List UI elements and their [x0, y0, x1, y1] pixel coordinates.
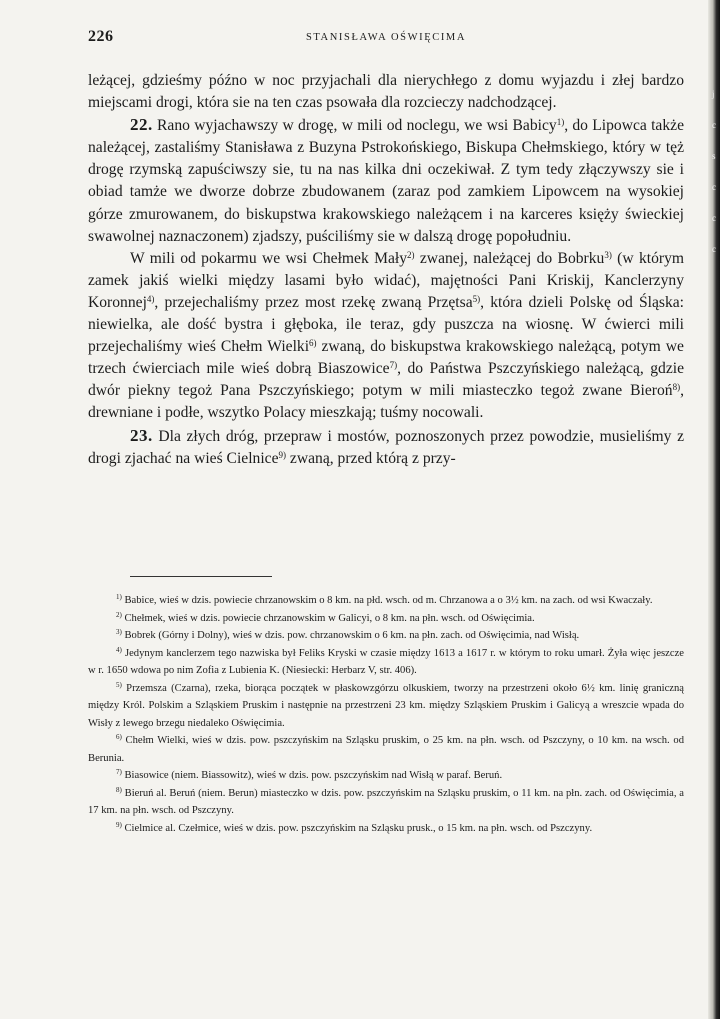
text-run: , przejechaliśmy przez most rzekę zwaną Przętsa	[154, 293, 473, 311]
footnote	[88, 645, 684, 680]
footnote-marker: 6)	[116, 733, 122, 741]
footnote-ref[interactable]: 8)	[672, 382, 681, 393]
page-number: 226	[88, 28, 114, 45]
footnote-text: Chełmek, wieś w dzis. powiecie chrzanowskim w Galicyi, o 8 km. na płn. wsch. od Oświęcimia.	[121, 612, 535, 624]
text-run: , która dzieli Polskę od Śląska: niewielka, ale dość bystra i głęboka, ile teraz, gdy puszcza na wiosnę. W ćwierci mili przejechaliśmy wieś Chełm Wielki	[88, 293, 684, 356]
text-run: W mili od pokarmu we wsi Chełmek Mały	[130, 249, 408, 267]
footnote	[88, 610, 684, 628]
footnote	[88, 820, 684, 838]
footnote-marker: 8)	[116, 785, 122, 794]
footnote-text: Chełm Wielki, wieś w dzis. pow. pszczyńskim na Szląsku pruskim, o 25 km. na płn. wsch. od Pszczyny, o 10 km. na wsch. od Berunia.	[88, 735, 684, 764]
adjacent-page-glyphs	[712, 90, 718, 276]
footnote-text: Biasowice (niem. Biassowitz), wieś w dzis. pow. pszczyńskim nad Wisłą w paraf. Beruń.	[121, 770, 503, 781]
footnote	[88, 592, 684, 610]
text-run: zwaną, do biskupstwa krakowskiego należącą, potym we trzech ćwierciach mile wieś dobrą Biaszowice	[88, 338, 684, 378]
footnote	[88, 627, 684, 645]
edge-glyph: c	[712, 213, 716, 223]
footnote	[88, 680, 684, 733]
edge-glyph: c	[712, 120, 716, 130]
footnote-ref[interactable]: 1)	[556, 117, 565, 128]
footnote-marker: 2)	[116, 610, 122, 619]
footnote-ref[interactable]: 9)	[278, 449, 287, 460]
footnote-text: Przemsza (Czarna), rzeka, biorąca początek w płaskowzgórzu olkuskiem, tworzy na przestrzeni około 6½ km. linię graniczną między Król. Polskim a Szląskiem Pruskim i następnie na przestrzeni 23 km. między Szląskiem Pruskim i Galicyą a wreszcie wpada do Wisły z lewego brzegu niedaleko Oświęcimia.	[88, 682, 684, 729]
text-run: , drewniane i podłe, wszytko Polacy mieszkają; tuśmy nocowali.	[88, 382, 684, 422]
footnote-text: Bieruń al. Beruń (niem. Berun) miasteczko w dzis. pow. pszczyńskim na Szląsku pruskim, o 11 km. na płn. zach. od Oświęcimia, a 17 km. na płn. wsch. od Pszczyny.	[88, 787, 684, 816]
paragraph	[88, 70, 684, 114]
footnote	[88, 785, 684, 820]
footnote-marker: 4)	[116, 645, 122, 654]
edge-glyph: c	[712, 182, 716, 192]
footnote-marker: 1)	[116, 593, 122, 601]
section-number: 22.	[130, 115, 153, 135]
footnote	[88, 732, 684, 767]
text-run: leżącej, gdzieśmy późno w noc przyjachali dla nierychłego z domu wyjazdu i złej bardzo miejscami drogi, która sie na ten czas psowała dla rozcieczy nadchodzącej.	[88, 72, 684, 112]
paragraph	[88, 248, 684, 425]
page-header	[88, 28, 684, 48]
text-run: Dla złych dróg, przepraw i mostów, poznoszonych przez powodzie, musieliśmy z drogi zjachać na wieś Cielnice	[88, 427, 684, 467]
text-run: (w którym zamek jakiś wielki między lasami było widać), majętności Pani Kriskij, Kanclerzyny Koronnej	[88, 249, 685, 311]
footnote-ref[interactable]: 5)	[472, 293, 481, 304]
footnote-ref[interactable]: 4)	[146, 293, 155, 304]
footnote-text: Bobrek (Górny i Dolny), wieś w dzis. pow. chrzanowskim o 6 km. na płn. zach. od Oświęcimia, nad Wisłą.	[121, 630, 580, 641]
footnote-text: Cielmice al. Czełmice, wieś w dzis. pow. pszczyńskim na Szląsku prusk., o 15 km. na płn. wsch. od Pszczyny.	[121, 822, 593, 834]
footnote-marker: 9)	[116, 820, 122, 829]
footnote-ref[interactable]: 6)	[309, 338, 317, 349]
adjacent-page-edge	[708, 0, 720, 1019]
running-title: STANISŁAWA OŚWIĘCIMA	[305, 32, 467, 43]
paragraph	[88, 425, 684, 470]
footnote-rule	[130, 576, 272, 577]
text-run: zwanej, należącej do Bobrku	[414, 249, 605, 267]
text-run: , do Lipowca także należącej, zastaliśmy Stanisława z Buzyna Pstrokońskiego, Biskupa Chełmskiego, który w tęż drogę rzymską zapuściwszy sie, tu na nas kilka dni oczekiwał. Z tym tedy złączywszy sie i obiad tamże we dworze dobrze zbudowanem (zaraz pod zamkiem Lipowcem na wysokiej górze zmurowanem, do biskupstwa krakowskiego należącem i na karceres księży świeckiej swawolnej naznaczonem) zjadszy, puściliśmy sie w dalszą drogę popołudniu.	[88, 117, 684, 245]
footnote-text: Babice, wieś w dzis. powiecie chrzanowskim o 8 km. na płd. wsch. od m. Chrzanowa a o 3½ km. na zach. od wsi Kwaczały.	[121, 595, 653, 606]
edge-glyph: j	[712, 89, 715, 99]
text-run: , do Państwa Pszczyńskiego należącą, gdzie dwór piekny tegoż Pana Pszczyńskiego; potym w mili miasteczko tegoż zwane Bieroń	[88, 360, 684, 400]
main-text	[88, 70, 684, 470]
edge-glyph: s	[712, 151, 716, 161]
edge-glyph: c	[712, 244, 716, 254]
footnote-ref[interactable]: 2)	[407, 249, 415, 260]
paragraph	[88, 114, 684, 248]
text-run: Rano wyjachawszy w drogę, w mili od noclegu, we wsi Babicy	[152, 117, 557, 135]
footnote-marker: 3)	[116, 628, 122, 636]
text-run: zwaną, przed którą z przy-	[286, 449, 456, 467]
footnote-marker: 7)	[116, 768, 122, 776]
footnote-ref[interactable]: 7)	[389, 360, 398, 371]
footnote-ref[interactable]: 3)	[604, 249, 612, 260]
footnotes	[88, 592, 684, 837]
footnote-text: Jedynym kanclerzem tego nazwiska był Feliks Kryski w czasie między 1613 a 1617 r. w którym to roku umarł. Żyła więc jeszcze w r. 1650 wdowa po nim Zofia z Lubienia K. (Niesiecki: Herbarz V, str. 406).	[88, 647, 684, 676]
footnote	[88, 767, 684, 785]
footnote-marker: 5)	[116, 680, 122, 689]
section-number: 23.	[130, 425, 153, 445]
